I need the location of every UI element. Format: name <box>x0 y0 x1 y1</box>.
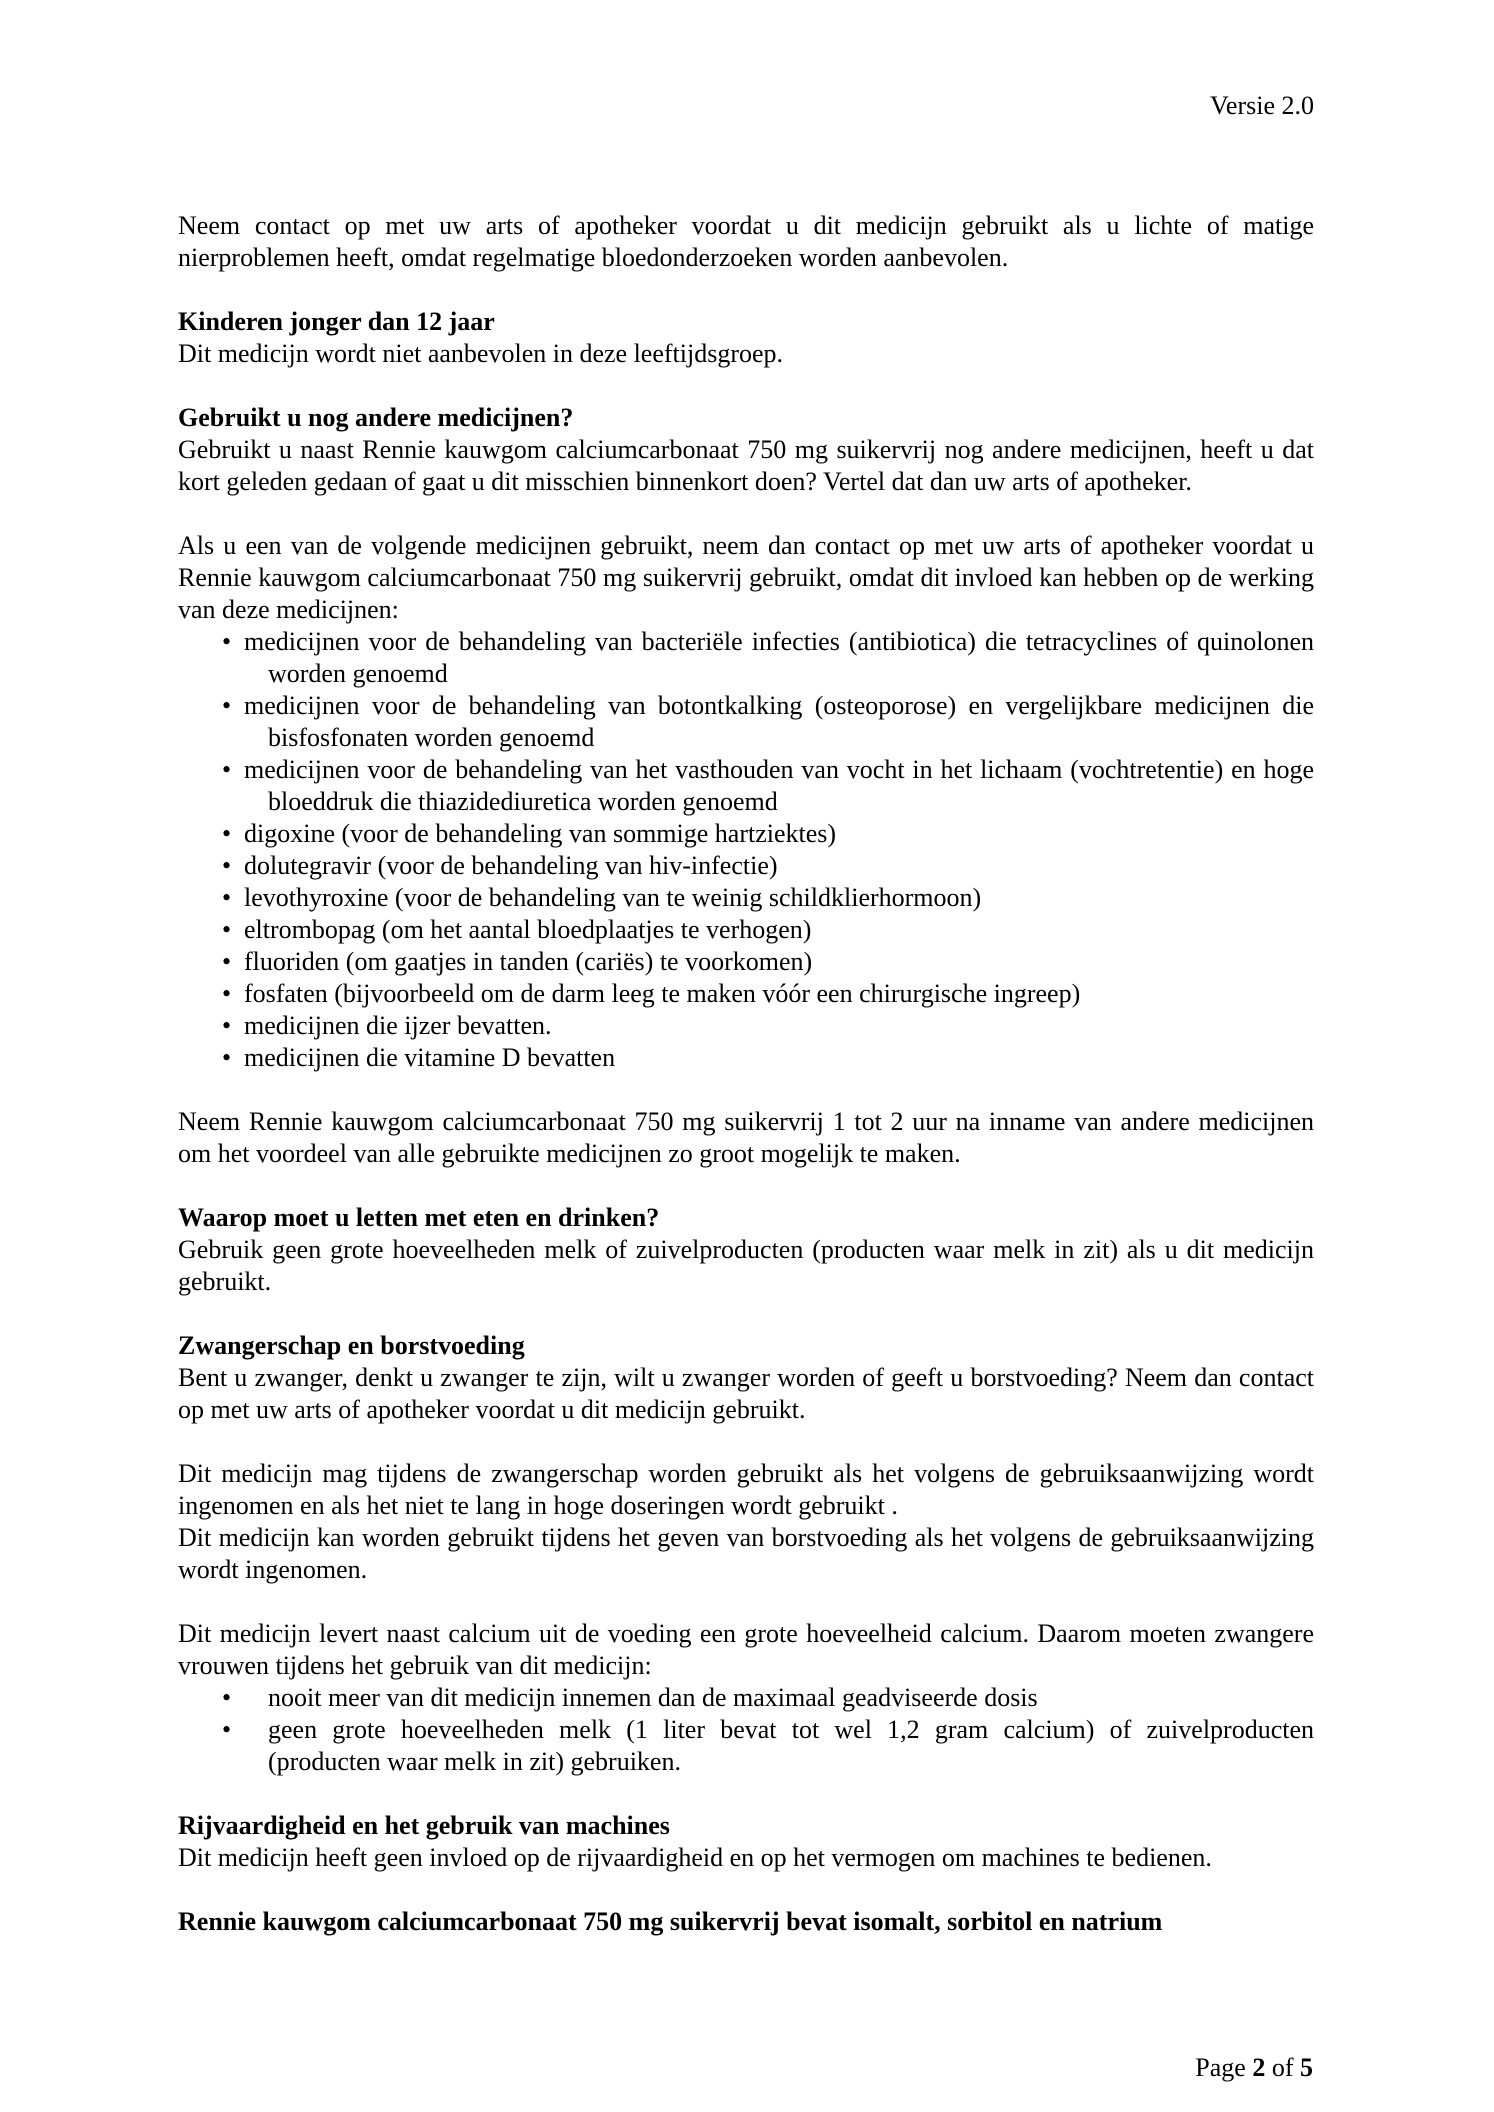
pregnancy-use-paragraph: Dit medicijn mag tijdens de zwangerschap worden gebruikt als het volgens de gebruiksaanwijzing wordt ingenomen en als het niet te lang in hoge doseringen wordt gebruikt . <box>178 1459 1314 1520</box>
section-heading-driving: Rijvaardigheid en het gebruik van machines <box>178 1811 670 1840</box>
list-item: • eltrombopag (om het aantal bloedplaatjes te verhogen) <box>178 914 1314 946</box>
list-item: • medicijnen voor de behandeling van bacteriële infecties (antibiotica) die tetracyclines of quinolonen worden genoemd <box>178 626 1314 690</box>
footer-total-pages: 5 <box>1300 2053 1313 2082</box>
children-body: Dit medicijn wordt niet aanbevolen in deze leeftijdsgroep. <box>178 339 784 368</box>
pregnancy-advice-list <box>178 1682 1314 1778</box>
list-item: • medicijnen die ijzer bevatten. <box>178 1010 1314 1042</box>
driving-body: Dit medicijn heeft geen invloed op de rijvaardigheid en op het vermogen om machines te bedienen. <box>178 1843 1212 1872</box>
other-medicines-body: Gebruikt u naast Rennie kauwgom calciumcarbonaat 750 mg suikervrij nog andere medicijnen, heeft u dat kort geleden gedaan of gaat u dit misschien binnenkort doen? Vertel dat dan uw arts of apotheker. <box>178 435 1314 496</box>
list-item: • digoxine (voor de behandeling van sommige hartziektes) <box>178 818 1314 850</box>
section-heading-pregnancy: Zwangerschap en borstvoeding <box>178 1331 525 1360</box>
list-item: • levothyroxine (voor de behandeling van te weinig schildklierhormoon) <box>178 882 1314 914</box>
breastfeeding-use-paragraph: Dit medicijn kan worden gebruikt tijdens het geven van borstvoeding als het volgens de gebruiksaanwijzing wordt ingenomen. <box>178 1523 1314 1584</box>
list-item: • geen grote hoeveelheden melk (1 liter bevat tot wel 1,2 gram calcium) of zuivelproducten (producten waar melk in zit) gebruiken. <box>178 1714 1314 1778</box>
footer-page-number: 2 <box>1252 2053 1266 2082</box>
list-item: • nooit meer van dit medicijn innemen dan de maximaal geadviseerde dosis <box>178 1682 1314 1714</box>
food-drink-body: Gebruik geen grote hoeveelheden melk of zuivelproducten (producten waar melk in zit) als u dit medicijn gebruikt. <box>178 1235 1314 1296</box>
section-heading-excipients: Rennie kauwgom calciumcarbonaat 750 mg suikervrij bevat isomalt, sorbitol en natrium <box>178 1907 1163 1936</box>
version-label: Versie 2.0 <box>1210 91 1314 120</box>
timing-note: Neem Rennie kauwgom calciumcarbonaat 750 mg suikervrij 1 tot 2 uur na inname van andere medicijnen om het voordeel van alle gebruikte medicijnen zo groot mogelijk te maken. <box>178 1107 1314 1168</box>
list-item: • medicijnen die vitamine D bevatten <box>178 1042 1314 1074</box>
interaction-intro: Als u een van de volgende medicijnen gebruikt, neem dan contact op met uw arts of apotheker voordat u Rennie kauwgom calciumcarbonaat 750 mg suikervrij gebruikt, omdat dit invloed kan hebben op de werking van deze medicijnen: <box>178 531 1314 624</box>
footer-of-word: of <box>1271 2053 1294 2082</box>
section-heading-children: Kinderen jonger dan 12 jaar <box>178 307 495 336</box>
list-item: • dolutegravir (voor de behandeling van hiv-infectie) <box>178 850 1314 882</box>
section-heading-food-drink: Waarop moet u letten met eten en drinken? <box>178 1203 660 1232</box>
page-footer <box>1195 2052 1313 2084</box>
list-item: • fluoriden (om gaatjes in tanden (cariës) te voorkomen) <box>178 946 1314 978</box>
calcium-intro: Dit medicijn levert naast calcium uit de voeding een grote hoeveelheid calcium. Daarom moeten zwangere vrouwen tijdens het gebruik van dit medicijn: <box>178 1619 1314 1680</box>
list-item: • fosfaten (bijvoorbeeld om de darm leeg te maken vóór een chirurgische ingreep) <box>178 978 1314 1010</box>
pregnancy-body: Bent u zwanger, denkt u zwanger te zijn, wilt u zwanger worden of geeft u borstvoeding? Neem dan contact op met uw arts of apotheker voordat u dit medicijn gebruikt. <box>178 1363 1314 1424</box>
interaction-medicines-list <box>178 626 1314 1074</box>
list-item: • medicijnen voor de behandeling van botontkalking (osteoporose) en vergelijkbare medicijnen die bisfosfonaten worden genoemd <box>178 690 1314 754</box>
list-item: • medicijnen voor de behandeling van het vasthouden van vocht in het lichaam (vochtretentie) en hoge bloeddruk die thiazidediuretica worden genoemd <box>178 754 1314 818</box>
footer-page-word: Page <box>1195 2053 1246 2082</box>
page-content <box>178 90 1314 1938</box>
intro-paragraph: Neem contact op met uw arts of apotheker voordat u dit medicijn gebruikt als u lichte of matige nierproblemen heeft, omdat regelmatige bloedonderzoeken worden aanbevolen. <box>178 211 1314 272</box>
section-heading-other-medicines: Gebruikt u nog andere medicijnen? <box>178 403 574 432</box>
